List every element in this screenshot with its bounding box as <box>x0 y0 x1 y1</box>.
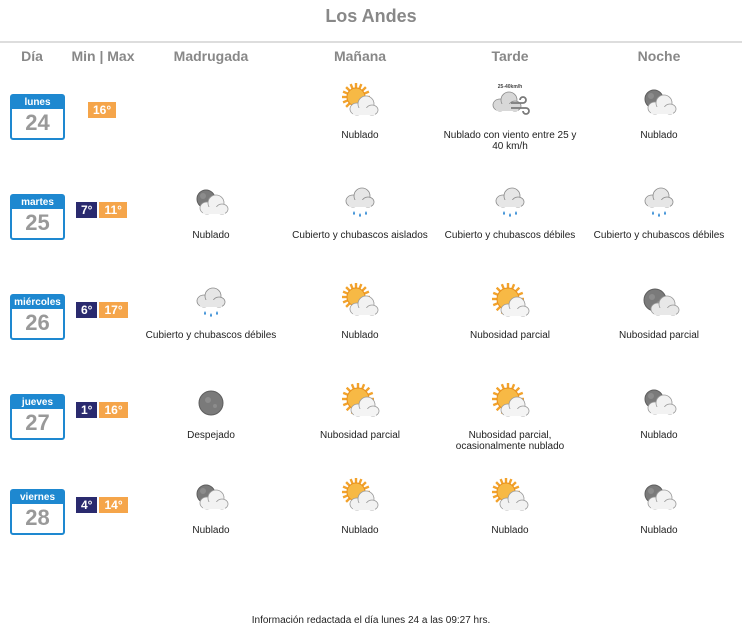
header-divider <box>0 41 742 43</box>
weekday-label: lunes <box>12 96 63 109</box>
calendar-badge <box>10 294 65 340</box>
rain-cloud-icon <box>440 182 580 224</box>
condition-text: Cubierto y chubascos aislados <box>292 230 428 241</box>
footer-note: Información redactada el día lunes 24 a las 09:27 hrs. <box>251 615 491 626</box>
condition-text: Cubierto y chubascos débiles <box>145 330 277 341</box>
sun-partial-icon <box>440 282 580 324</box>
sun-cloud-icon <box>290 282 430 324</box>
period-forecast <box>141 182 281 241</box>
date-number: 27 <box>25 410 50 435</box>
moon-partial-icon <box>589 282 729 324</box>
condition-text: Nublado <box>640 430 678 441</box>
period-forecast <box>290 477 430 536</box>
temp-max: 16° <box>99 402 127 418</box>
forecast-row <box>0 483 742 583</box>
moon-cloud-icon <box>589 477 729 519</box>
condition-text: Cubierto y chubascos débiles <box>444 230 576 241</box>
sun-cloud-icon <box>290 82 430 124</box>
rain-cloud-icon <box>141 282 281 324</box>
weekday-label: miércoles <box>12 296 63 309</box>
condition-text: Nublado <box>341 330 379 341</box>
header-manana: Mañana <box>333 48 387 64</box>
temp-max: 14° <box>99 497 127 513</box>
period-forecast <box>290 82 430 141</box>
temp-min: 4° <box>76 497 97 513</box>
period-forecast <box>440 477 580 536</box>
calendar-badge <box>10 394 65 440</box>
period-forecast <box>440 282 580 341</box>
period-forecast <box>290 382 430 441</box>
period-forecast <box>589 82 729 141</box>
date-number: 25 <box>25 210 50 235</box>
condition-text: Nublado con viento entre 25 y 40 km/h <box>443 130 577 152</box>
sun-cloud-icon <box>440 477 580 519</box>
date-number: 24 <box>25 110 50 135</box>
temperature-range <box>88 102 116 118</box>
wind-icon <box>440 82 580 124</box>
forecast-row <box>0 188 742 288</box>
moon-cloud-icon <box>141 182 281 224</box>
rain-cloud-icon <box>290 182 430 224</box>
condition-text: Nublado <box>640 130 678 141</box>
period-forecast <box>589 282 729 341</box>
condition-text: Nublado <box>192 230 230 241</box>
sun-cloud-icon <box>290 477 430 519</box>
header-noche: Noche <box>637 48 681 64</box>
period-forecast <box>440 182 580 241</box>
header-madrugada: Madrugada <box>173 48 249 64</box>
temp-max: 17° <box>99 302 127 318</box>
temp-max: 16° <box>88 102 116 118</box>
condition-text: Nubosidad parcial <box>469 330 551 341</box>
period-forecast <box>589 477 729 536</box>
sun-partial-icon <box>290 382 430 424</box>
forecast-row <box>0 288 742 388</box>
period-forecast <box>141 477 281 536</box>
forecast-row <box>0 84 742 188</box>
condition-text: Nubosidad parcial, ocasionalmente nublado <box>455 430 565 452</box>
temp-max: 11° <box>99 202 126 218</box>
temp-min: 7° <box>76 202 97 218</box>
weekday-label: viernes <box>12 491 63 504</box>
svg-text:25-40km/h: 25-40km/h <box>497 84 523 90</box>
temperature-range <box>76 497 128 513</box>
moon-cloud-icon <box>589 82 729 124</box>
condition-text: Nublado <box>491 525 529 536</box>
period-forecast <box>440 82 580 152</box>
calendar-badge <box>10 94 65 140</box>
rain-cloud-icon <box>589 182 729 224</box>
period-forecast <box>141 382 281 441</box>
temp-min: 1° <box>76 402 97 418</box>
calendar-badge <box>10 489 65 535</box>
period-forecast <box>290 182 430 241</box>
condition-text: Nublado <box>192 525 230 536</box>
page-title: Los Andes <box>325 6 417 26</box>
condition-text: Despejado <box>187 430 235 441</box>
temperature-range <box>76 202 127 218</box>
period-forecast <box>589 382 729 441</box>
header-minmax: Min | Max <box>71 48 135 64</box>
header-dia: Día <box>21 48 43 64</box>
moon-cloud-icon <box>141 477 281 519</box>
period-forecast <box>440 382 580 452</box>
condition-text: Nubosidad parcial <box>319 430 401 441</box>
weekday-label: martes <box>12 196 63 209</box>
weekday-label: jueves <box>12 396 63 409</box>
temp-min: 6° <box>76 302 97 318</box>
calendar-badge <box>10 194 65 240</box>
date-number: 26 <box>25 310 50 335</box>
condition-text: Cubierto y chubascos débiles <box>593 230 725 241</box>
forecast-row <box>0 388 742 488</box>
period-forecast <box>290 282 430 341</box>
condition-text: Nublado <box>341 525 379 536</box>
condition-text: Nublado <box>341 130 379 141</box>
header-tarde: Tarde <box>491 48 529 64</box>
period-forecast <box>141 282 281 341</box>
date-number: 28 <box>25 505 50 530</box>
moon-icon <box>141 382 281 424</box>
temperature-range <box>76 402 128 418</box>
moon-cloud-icon <box>589 382 729 424</box>
condition-text: Nublado <box>640 525 678 536</box>
temperature-range <box>76 302 128 318</box>
condition-text: Nubosidad parcial <box>618 330 700 341</box>
period-forecast <box>589 182 729 241</box>
sun-partial-icon <box>440 382 580 424</box>
